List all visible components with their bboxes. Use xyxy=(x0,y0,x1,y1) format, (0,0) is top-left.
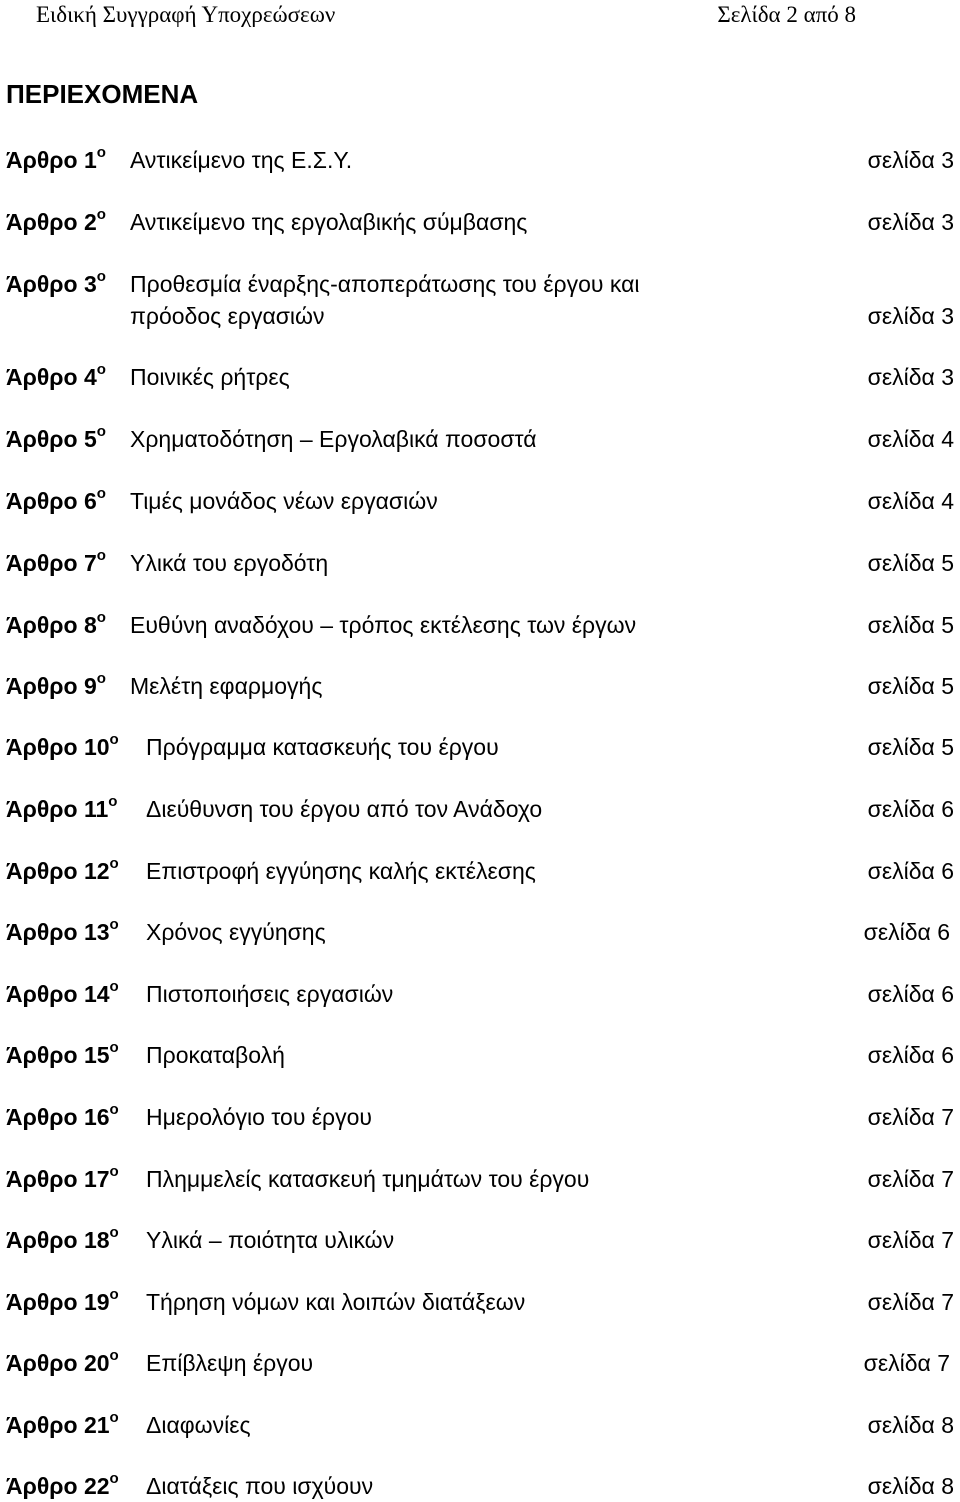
toc-entry-14 xyxy=(6,978,954,1010)
article-number: Άρθρο $5^o$ xyxy=(6,423,106,452)
article-number: Άρθρο $3^o$ xyxy=(6,268,106,297)
article-page: σελίδα 7 xyxy=(867,1104,954,1130)
article-title: Επίβλεψη έργου xyxy=(146,1350,314,1376)
article-title: Επιστροφή εγγύησης καλής εκτέλεσης xyxy=(146,858,536,884)
article-title: Ευθύνη αναδόχου – τρόπος εκτέλεσης των έργων xyxy=(130,612,637,638)
article-title: Υλικά – ποιότητα υλικών xyxy=(146,1227,395,1253)
article-number: Άρθρο $16^o$ xyxy=(6,1101,119,1130)
article-title: Διαφωνίες xyxy=(146,1412,251,1438)
toc-entry-18 xyxy=(6,1224,954,1256)
article-page: σελίδα 3 xyxy=(867,364,954,390)
article-number: Άρθρο $10^o$ xyxy=(6,731,119,760)
article-number: Άρθρο $8^o$ xyxy=(6,609,106,638)
article-title: Ποινικές ρήτρες xyxy=(130,364,290,390)
article-title: Τιμές μονάδος νέων εργασιών xyxy=(130,488,438,514)
toc-heading: ΠΕΡΙΕΧΟΜΕΝΑ xyxy=(6,79,199,109)
toc-entry-16 xyxy=(6,1101,954,1133)
article-page: σελίδα 4 xyxy=(867,488,954,514)
article-title: Διατάξεις που ισχύουν xyxy=(146,1473,374,1499)
article-page: σελίδα 6 xyxy=(867,1042,954,1068)
article-number: Άρθρο $15^o$ xyxy=(6,1039,119,1068)
article-page: σελίδα 3 xyxy=(867,209,954,235)
toc-entry-19 xyxy=(6,1286,954,1318)
document-title: Ειδική Συγγραφή Υποχρεώσεων xyxy=(36,2,336,27)
toc-entry-13 xyxy=(6,916,950,948)
article-page: σελίδα 7 xyxy=(867,1289,954,1315)
article-page: σελίδα 6 xyxy=(863,919,950,945)
article-number: Άρθρο $20^o$ xyxy=(6,1347,119,1376)
article-title: Διεύθυνση του έργου από τον Ανάδοχο xyxy=(146,796,543,822)
article-number: Άρθρο $18^o$ xyxy=(6,1224,119,1253)
article-page: σελίδα 6 xyxy=(867,981,954,1007)
toc-entry-12 xyxy=(6,855,954,887)
toc-entry-15 xyxy=(6,1039,954,1071)
toc-entry-9 xyxy=(6,670,954,702)
article-page: σελίδα 5 xyxy=(867,612,954,638)
toc-entry-6 xyxy=(6,485,954,517)
article-title: Αντικείμενο της εργολαβικής σύμβασης xyxy=(130,209,528,235)
article-page: σελίδα 7 xyxy=(867,1166,954,1192)
article-number: Άρθρο $6^o$ xyxy=(6,485,106,514)
article-page: σελίδα 6 xyxy=(867,858,954,884)
article-title: Χρηματοδότηση – Εργολαβικά ποσοστά xyxy=(130,426,537,452)
article-page: σελίδα 8 xyxy=(867,1412,954,1438)
article-page: σελίδα 7 xyxy=(863,1350,950,1376)
toc-entry-11 xyxy=(6,793,954,825)
article-page: σελίδα 5 xyxy=(867,734,954,760)
article-number: Άρθρο $21^o$ xyxy=(6,1409,119,1438)
article-title: Υλικά του εργοδότη xyxy=(130,550,329,576)
article-page: σελίδα 8 xyxy=(867,1473,954,1499)
article-title-continuation: πρόοδος εργασιών xyxy=(130,303,325,329)
toc-entry-20 xyxy=(6,1347,950,1379)
article-title: Αντικείμενο της Ε.Σ.Υ. xyxy=(130,147,353,173)
toc-entry-5 xyxy=(6,423,954,455)
article-number: Άρθρο $7^o$ xyxy=(6,547,106,576)
toc-entry-2 xyxy=(6,206,954,238)
toc-entry-22 xyxy=(6,1470,954,1502)
article-number: Άρθρο $1^o$ xyxy=(6,144,106,173)
toc-entry-7 xyxy=(6,547,954,579)
article-number: Άρθρο $11^o$ xyxy=(6,793,118,822)
article-title: Τήρηση νόμων και λοιπών διατάξεων xyxy=(146,1289,526,1315)
article-number: Άρθρο $22^o$ xyxy=(6,1470,119,1499)
article-number: Άρθρο $13^o$ xyxy=(6,916,119,945)
article-title: Ημερολόγιο του έργου xyxy=(146,1104,373,1130)
article-number: Άρθρο $19^o$ xyxy=(6,1286,119,1315)
article-page: σελίδα 4 xyxy=(867,426,954,452)
article-number: Άρθρο $12^o$ xyxy=(6,855,119,884)
toc-entry-1 xyxy=(6,144,954,176)
article-number: Άρθρο $9^o$ xyxy=(6,670,106,699)
article-title: Μελέτη εφαρμογής xyxy=(130,673,323,699)
article-page: σελίδα 3 xyxy=(867,303,954,329)
article-title: Πιστοποιήσεις εργασιών xyxy=(146,981,394,1007)
article-number: Άρθρο $2^o$ xyxy=(6,206,106,235)
article-page: σελίδα 6 xyxy=(867,796,954,822)
toc-entry-8 xyxy=(6,609,954,641)
toc-entry-21 xyxy=(6,1409,954,1441)
toc-entry-17 xyxy=(6,1163,954,1195)
article-number: Άρθρο $4^o$ xyxy=(6,361,106,390)
article-page: σελίδα 7 xyxy=(867,1227,954,1253)
article-number: Άρθρο $14^o$ xyxy=(6,978,119,1007)
article-title: Προκαταβολή xyxy=(146,1042,285,1068)
article-number: Άρθρο $17^o$ xyxy=(6,1163,119,1192)
article-page: σελίδα 3 xyxy=(867,147,954,173)
article-title: Πρόγραμμα κατασκευής του έργου xyxy=(146,734,499,760)
article-title: Χρόνος εγγύησης xyxy=(146,919,326,945)
toc-entry-10 xyxy=(6,731,954,763)
article-title: Προθεσμία έναρξης-αποπεράτωσης του έργου και xyxy=(130,271,640,297)
article-page: σελίδα 5 xyxy=(867,673,954,699)
article-title: Πλημμελείς κατασκευή τμημάτων του έργου xyxy=(146,1166,590,1192)
article-page: σελίδα 5 xyxy=(867,550,954,576)
toc-entry-3 xyxy=(6,268,954,329)
page-number: Σελίδα 2 από 8 xyxy=(717,2,856,27)
toc-entry-4 xyxy=(6,361,954,393)
